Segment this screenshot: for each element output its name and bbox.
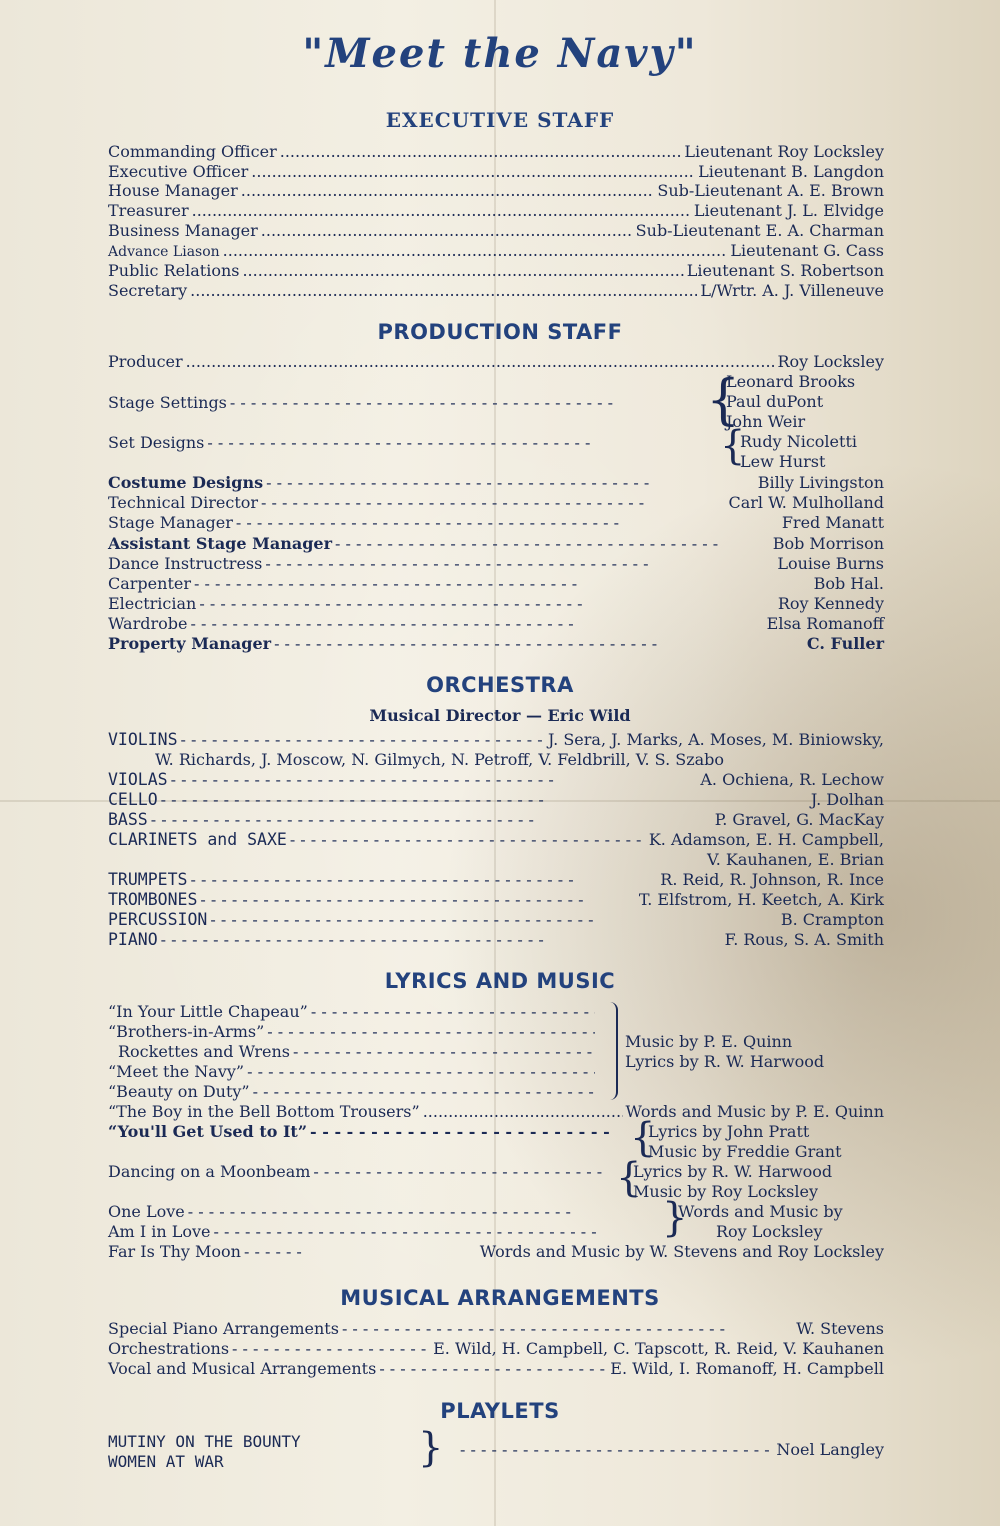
leader-dashes: [310, 1122, 615, 1142]
person-name: Bob Morrison: [772, 534, 884, 553]
arrangement-label: Orchestrations: [108, 1339, 230, 1358]
arrangement-label: Vocal and Musical Arrangements: [108, 1359, 377, 1378]
leader-dashes: [199, 594, 775, 614]
person-name: Roy Locksley: [777, 352, 884, 371]
role-label: Wardrobe: [108, 614, 188, 633]
leader-dashes: [290, 830, 646, 850]
player-names: B. Crampton: [780, 910, 884, 929]
person-name: L/Wrtr. A. J. Villeneuve: [700, 281, 884, 300]
leader-dashes: [261, 493, 725, 513]
song-credit: Music by Freddie Grant: [648, 1142, 842, 1161]
production-row: [108, 513, 884, 533]
person-name: Elsa Romanoff: [766, 614, 884, 633]
leader-dots: [223, 241, 728, 261]
leader-dots: [241, 181, 655, 201]
brace-mark: {: [630, 1115, 656, 1161]
production-row: [108, 393, 708, 413]
leader-dots: [192, 201, 691, 221]
leader-dashes: [188, 1202, 657, 1222]
section-label: VIOLINS: [108, 730, 178, 749]
leader-dashes: [253, 1082, 595, 1102]
arranger-names: E. Wild, H. Campbell, C. Tapscott, R. Reid, V. Kauhanen: [433, 1339, 884, 1358]
song-title: “Meet the Navy”: [108, 1062, 245, 1081]
person-name: Paul duPont: [726, 392, 824, 411]
orchestra-row: [108, 870, 884, 890]
song-title: “The Boy in the Bell Bottom Trousers”: [108, 1102, 420, 1121]
executive-row: [108, 221, 884, 241]
arranger-names: W. Stevens: [796, 1319, 884, 1338]
person-name: Lieutenant B. Langdon: [698, 162, 884, 181]
song-title: Am I in Love: [108, 1222, 211, 1241]
role-label: Property Manager: [108, 634, 272, 653]
person-name: Fred Manatt: [781, 513, 884, 532]
leader-dashes: [313, 1162, 605, 1182]
player-names: T. Elfstrom, H. Keetch, A. Kirk: [638, 890, 884, 909]
production-row: [108, 534, 884, 554]
role-label: Business Manager: [108, 221, 258, 240]
page-title: "Meet the Navy": [302, 30, 698, 77]
brace-mark: {: [616, 1155, 642, 1201]
song-credit: Words and Music by W. Stevens and Roy Locksley: [479, 1242, 884, 1261]
person-name: Billy Livingston: [757, 473, 884, 492]
song-title: One Love: [108, 1202, 185, 1221]
playlets-heading: PLAYLETS: [440, 1399, 560, 1423]
leader-dashes: [274, 634, 804, 654]
leader-dashes: [210, 910, 778, 930]
section-label: TRUMPETS: [108, 870, 188, 889]
leader-dashes: [161, 790, 808, 810]
person-name: Lew Hurst: [740, 452, 826, 471]
song-row: [108, 1242, 884, 1262]
person-name: C. Fuller: [806, 634, 884, 653]
role-label: Stage Manager: [108, 513, 233, 532]
song-row: [118, 1042, 598, 1062]
orchestra-row: [108, 790, 884, 810]
brace-mark: {: [706, 368, 741, 431]
playlet-row: [460, 1440, 884, 1460]
song-row: [108, 1222, 660, 1242]
production-row: [108, 554, 884, 574]
executive-staff-heading: EXECUTIVE STAFF: [385, 108, 615, 132]
arrangement-row: [108, 1359, 884, 1379]
leader-dashes: [190, 870, 657, 890]
song-credit: Lyrics by R. W. Harwood: [633, 1162, 833, 1181]
role-label: House Manager: [108, 181, 238, 200]
leader-dashes: [232, 1339, 430, 1359]
leader-dots: [280, 142, 682, 162]
section-label: VIOLAS: [108, 770, 168, 789]
song-row: [108, 1002, 598, 1022]
role-label: Carpenter: [108, 574, 191, 593]
song-title: Far Is Thy Moon: [108, 1242, 241, 1261]
role-label: Secretary: [108, 281, 188, 300]
player-names: J. Sera, J. Marks, A. Moses, M. Biniowsky,: [547, 730, 884, 749]
song-row: [108, 1022, 598, 1042]
person-name: Louise Burns: [777, 554, 884, 573]
executive-row: [108, 142, 884, 162]
role-label: Assistant Stage Manager: [108, 534, 332, 553]
lyrics-music-heading: LYRICS AND MUSIC: [384, 969, 616, 993]
leader-dashes: [265, 554, 774, 574]
person-name: Lieutenant S. Robertson: [686, 261, 884, 280]
section-label: BASS: [108, 810, 148, 829]
song-title: Dancing on a Moonbeam: [108, 1162, 311, 1181]
song-title: “In Your Little Chapeau”: [108, 1002, 308, 1021]
executive-row: [108, 241, 884, 261]
playlet-title: WOMEN AT WAR: [108, 1452, 224, 1471]
song-credit: Lyrics by John Pratt: [648, 1122, 810, 1141]
brace-mark: }: [662, 1195, 688, 1241]
production-row: [108, 574, 884, 594]
role-label: Technical Director: [108, 493, 259, 512]
song-credit: Music by P. E. Quinn: [625, 1032, 793, 1051]
orchestra-row: [108, 910, 884, 930]
leader-dashes: [244, 1242, 304, 1262]
person-name: Lieutenant Roy Locksley: [684, 142, 884, 161]
leader-dashes: [293, 1042, 595, 1062]
song-credit: Music by Roy Locksley: [633, 1182, 818, 1201]
arranger-names: E. Wild, I. Romanoff, H. Campbell: [610, 1359, 884, 1378]
role-label: Dance Instructress: [108, 554, 263, 573]
song-title: “Beauty on Duty”: [108, 1082, 250, 1101]
leader-dashes: [311, 1002, 595, 1022]
person-name: Lieutenant J. L. Elvidge: [693, 201, 884, 220]
leader-dots: [190, 281, 697, 301]
section-label: PIANO: [108, 930, 158, 949]
executive-row: [108, 261, 884, 281]
player-names: A. Ochiena, R. Lechow: [700, 770, 884, 789]
production-row: [108, 594, 884, 614]
leader-dashes: [181, 730, 545, 750]
person-name: Sub-Lieutenant A. E. Brown: [657, 181, 884, 200]
person-name: Roy Kennedy: [777, 594, 884, 613]
section-label: PERCUSSION: [108, 910, 208, 929]
production-row: [108, 614, 884, 634]
role-label: Electrician: [108, 594, 197, 613]
song-credit: Words and Music by: [678, 1202, 843, 1221]
orchestra-row: [108, 930, 884, 950]
song-credit: Lyrics by R. W. Harwood: [625, 1052, 825, 1071]
song-title: “Brothers-in-Arms”: [108, 1022, 265, 1041]
leader-dashes: [460, 1440, 773, 1460]
role-label: Advance Liason: [108, 244, 220, 260]
role-label: Commanding Officer: [108, 142, 277, 161]
player-names: R. Reid, R. Johnson, R. Ince: [660, 870, 884, 889]
executive-row: [108, 162, 884, 182]
leader-dashes: [342, 1319, 793, 1339]
section-label: TROMBONES: [108, 890, 198, 909]
person-name: Bob Hal.: [813, 574, 884, 593]
arrangements-heading: MUSICAL ARRANGEMENTS: [340, 1286, 660, 1310]
person-name: Sub-Lieutenant E. A. Charman: [635, 221, 884, 240]
song-credit: Roy Locksley: [716, 1222, 823, 1241]
role-label: Costume Designs: [108, 473, 264, 492]
song-row: [108, 1122, 618, 1142]
song-row: [108, 1162, 608, 1182]
leader-dashes: [266, 473, 755, 493]
leader-dashes: [335, 534, 770, 554]
leader-dots: [251, 162, 695, 182]
musical-director: Musical Director — Eric Wild: [369, 706, 631, 725]
production-staff-heading: PRODUCTION STAFF: [377, 320, 623, 344]
executive-row: [108, 281, 884, 301]
arrangement-row: [108, 1339, 884, 1359]
song-credit: Words and Music by P. E. Quinn: [625, 1102, 884, 1121]
role-label: Executive Officer: [108, 162, 249, 181]
song-title: “You'll Get Used to It”: [108, 1122, 308, 1141]
leader-dashes: [247, 1062, 595, 1082]
song-row: [108, 1202, 660, 1222]
brace-mark: {: [720, 423, 746, 469]
leader-dashes: [200, 890, 636, 910]
role-label: Treasurer: [108, 201, 189, 220]
person-name: Rudy Nicoletti: [740, 432, 857, 451]
role-label: Public Relations: [108, 261, 240, 280]
leader-dashes: [151, 810, 712, 830]
production-row: [108, 634, 884, 654]
section-label: CLARINETS and SAXE: [108, 830, 287, 849]
orchestra-row: [108, 770, 884, 790]
arrangement-row: [108, 1319, 884, 1339]
song-row: [108, 1102, 884, 1122]
production-row: [108, 433, 708, 453]
orchestra-row: [108, 890, 884, 910]
player-names: P. Gravel, G. MacKay: [714, 810, 884, 829]
orchestra-row: [108, 730, 884, 750]
production-row: [108, 352, 884, 372]
role-label: Producer: [108, 352, 183, 371]
playlet-author: Noel Langley: [776, 1440, 884, 1459]
player-names: J. Dolhan: [810, 790, 884, 809]
leader-dots: [242, 261, 683, 281]
role-label: Stage Settings: [108, 393, 227, 412]
song-row: [108, 1082, 598, 1102]
leader-dashes: [267, 1022, 595, 1042]
person-name: Leonard Brooks: [726, 372, 856, 391]
orchestra-row: [108, 830, 884, 850]
leader-dashes: [190, 614, 763, 634]
song-row: [108, 1062, 598, 1082]
orchestra-row: [108, 810, 884, 830]
leader-dashes: [171, 770, 698, 790]
executive-row: [108, 181, 884, 201]
leader-dots: [423, 1102, 623, 1122]
player-names: V. Kauhanen, E. Brian: [706, 850, 884, 869]
production-row: [108, 493, 884, 513]
leader-dashes: [207, 433, 705, 453]
leader-dashes: [161, 930, 722, 950]
production-row: [108, 473, 884, 493]
leader-dots: [261, 221, 633, 241]
role-label: Set Designs: [108, 433, 205, 452]
orchestra-heading: ORCHESTRA: [426, 673, 574, 697]
bracket-mark: [608, 1002, 618, 1100]
song-title: Rockettes and Wrens: [118, 1042, 290, 1061]
leader-dashes: [230, 393, 705, 413]
leader-dashes: [194, 574, 811, 594]
brace-mark: }: [418, 1425, 444, 1471]
player-names: W. Richards, J. Moscow, N. Gilmych, N. Petroff, V. Feldbrill, V. S. Szabo: [155, 750, 725, 769]
person-name: Lieutenant G. Cass: [730, 241, 884, 260]
player-names: K. Adamson, E. H. Campbell,: [648, 830, 884, 849]
section-label: CELLO: [108, 790, 158, 809]
person-name: John Weir: [726, 412, 806, 431]
playlet-title: MUTINY ON THE BOUNTY: [108, 1432, 301, 1451]
arrangement-label: Special Piano Arrangements: [108, 1319, 339, 1338]
executive-row: [108, 201, 884, 221]
leader-dashes: [214, 1222, 658, 1242]
leader-dots: [186, 352, 775, 372]
player-names: F. Rous, S. A. Smith: [724, 930, 884, 949]
person-name: Carl W. Mulholland: [728, 493, 884, 512]
leader-dashes: [379, 1359, 607, 1379]
leader-dashes: [236, 513, 779, 533]
